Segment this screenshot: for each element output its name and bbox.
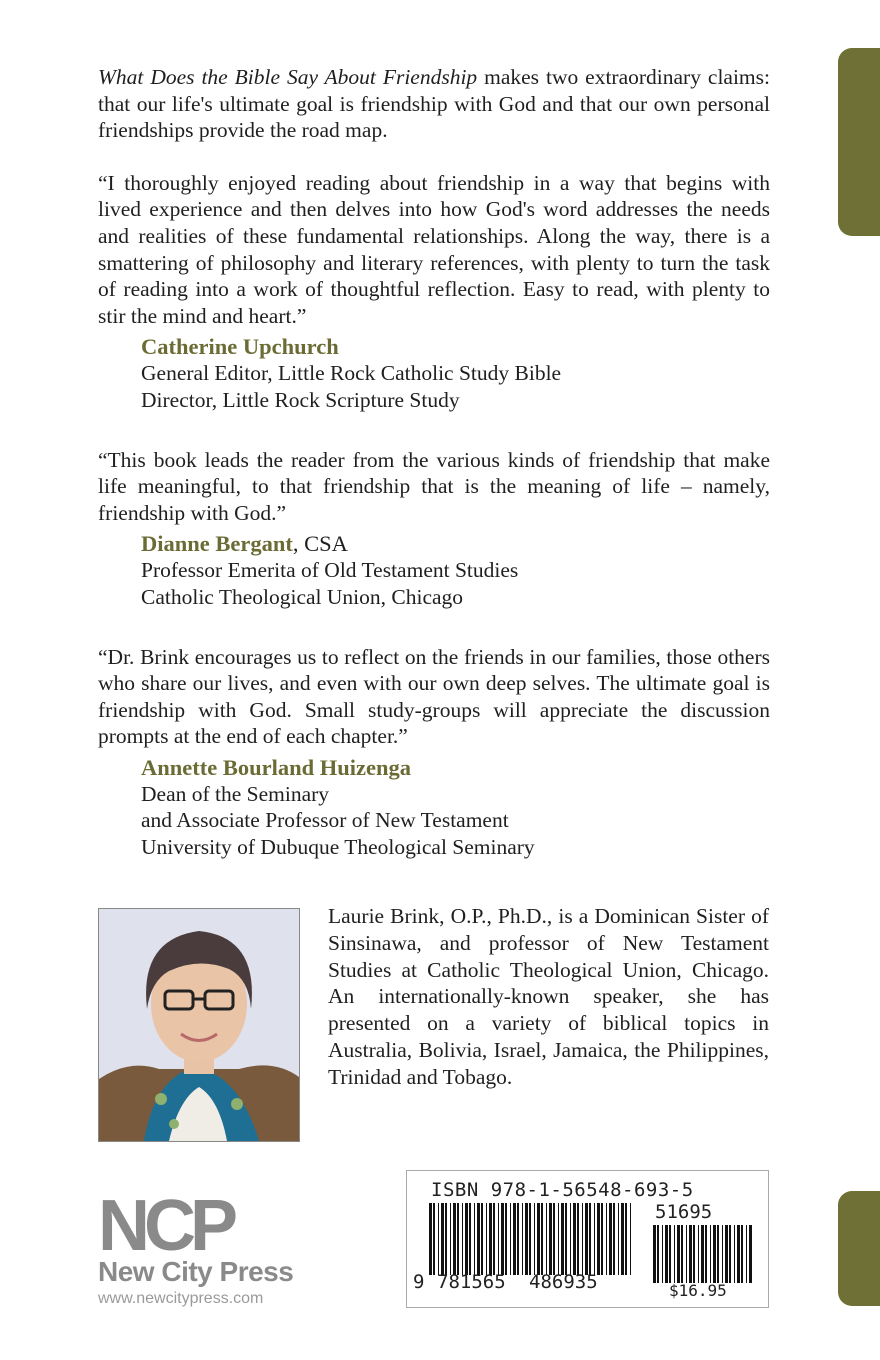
barcode-bar [674,1225,675,1283]
barcode-bar [621,1203,624,1275]
barcode-bar [493,1203,495,1275]
barcode-bar [594,1203,595,1275]
price: $16.95 [669,1281,727,1300]
barcode-bar [453,1203,456,1275]
barcode-bar [525,1203,528,1275]
barcode-bar [529,1203,531,1275]
logo-monogram: NCP [98,1190,233,1266]
barcode-bar [429,1203,432,1275]
barcode-bar [505,1203,507,1275]
barcode-bar [501,1203,504,1275]
barcode-bar [725,1225,728,1283]
barcode-bar [686,1225,687,1283]
barcode-bar [433,1203,435,1275]
barcode-bar [693,1225,695,1283]
endorser-role: General Editor, Little Rock Catholic Study Bible [141,361,562,386]
barcode-bar [561,1203,564,1275]
barcode-bar [701,1225,704,1283]
barcode-bar [549,1203,552,1275]
barcode-bar [689,1225,692,1283]
barcode-bar [546,1203,547,1275]
endorser-suffix: , CSA [292,531,348,557]
endorser-role: University of Dubuque Theological Seminary [141,835,535,860]
barcode-bar [717,1225,719,1283]
publisher-name: New City Press [98,1256,294,1287]
barcode-bar [630,1203,631,1275]
barcode-bar [489,1203,492,1275]
endorser-name: Dianne Bergant [141,531,293,557]
barcode-bar [669,1225,671,1283]
barcode-bar [517,1203,519,1275]
barcode-bar [474,1203,475,1275]
isbn-barcode [406,1170,769,1308]
barcode-bar [522,1203,523,1275]
barcode-bar [625,1203,627,1275]
barcode-bar [510,1203,511,1275]
barcode-bar [438,1203,439,1275]
endorser-block [141,754,770,861]
barcode-right-digits: 486935 [529,1271,598,1293]
barcode-bar [710,1225,711,1283]
cover-edge-tab-top [838,48,880,236]
barcode-bar [573,1203,576,1275]
publisher-url: www.newcitypress.com [98,1290,264,1307]
endorser-name: Catherine Upchurch [141,334,339,360]
barcode-bar [553,1203,555,1275]
barcode-bar [597,1203,600,1275]
book-title: What Does the Bible Say About Friendship [98,65,478,89]
barcode-first-digit: 9 [413,1271,425,1293]
barcode-bar [653,1225,656,1283]
barcode-bar [662,1225,663,1283]
barcode-bar [746,1225,747,1283]
barcode-bar [618,1203,619,1275]
barcode-bar [457,1203,459,1275]
barcode-bar [465,1203,468,1275]
endorser-block [141,530,770,610]
isbn-text: ISBN 978-1-56548-693-5 [431,1179,694,1201]
barcode-bar [513,1203,516,1275]
barcode-bar [498,1203,499,1275]
barcode-bar [677,1225,680,1283]
cover-edge-tab-bottom [838,1191,880,1306]
book-description [98,64,770,144]
barcode-bar [741,1225,743,1283]
endorser-name: Annette Bourland Huizenga [141,754,412,780]
endorser-role: Catholic Theological Union, Chicago [141,584,464,609]
barcode-bar [601,1203,603,1275]
barcode-bar [541,1203,543,1275]
barcode-bar [734,1225,735,1283]
barcode-bar [469,1203,471,1275]
barcode-bar [534,1203,535,1275]
back-cover-copy [98,64,770,894]
endorsement-quote: “Dr. Brink encourages us to reflect on the friends in our families, those others who share our lives, and even with our own deep selves. The ultimate goal is friendship with God. Small study-groups will appreciate the discussion prompts at the end of each chapter.” [98,644,770,749]
barcode-bar [537,1203,540,1275]
barcode-bar [450,1203,451,1275]
barcode-bar [657,1225,659,1283]
endorser-role: Dean of the Seminary [141,781,330,806]
barcode-bar [722,1225,723,1283]
endorsement-quote: “I thoroughly enjoyed reading about friendship in a way that begins with lived experience and then delves into how God's word addresses the needs and realities of these fundamental relationships. Along the way, there is a smattering of philosophy and literary references, with plenty to turn the task of reading into a work of thoughtful reflection. Easy to read, with plenty to stir the mind and heart.” [98,170,770,328]
endorser-role: Professor Emerita of Old Testament Studies [141,558,519,583]
barcode-bar [705,1225,707,1283]
barcode-bar [749,1225,752,1283]
endorser-role: Director, Little Rock Scripture Study [141,387,460,412]
barcode-bar [606,1203,607,1275]
author-photo [98,908,300,1142]
barcode-bar [585,1203,588,1275]
addon-number: 51695 [655,1201,713,1223]
barcode-bar [558,1203,559,1275]
barcode-bar [713,1225,716,1283]
barcode-bar [589,1203,591,1275]
barcode-bar [681,1225,683,1283]
endorser-role: and Associate Professor of New Testament [141,808,509,833]
barcode-bar [698,1225,699,1283]
barcode-bar [481,1203,483,1275]
barcode-bar [462,1203,463,1275]
barcode-bar [729,1225,731,1283]
barcode-bar [486,1203,487,1275]
barcode-bar [737,1225,740,1283]
barcode-bar [665,1225,668,1283]
barcode-bar [577,1203,579,1275]
endorsement-quote: “This book leads the reader from the various kinds of friendship that make life meaningful, to that friendship that is the meaning of life – namely, friendship with God.” [98,447,770,525]
barcode-bar [570,1203,571,1275]
author-bio: Laurie Brink, O.P., Ph.D., is a Dominican Sister of Sinsinawa, and professor of New Testament Studies at Catholic Theological Union, Chicago. An internationally-known speaker, she has presented on a variety of biblical topics in Australia, Bolivia, Israel, Jamaica, the Philippines, Trinidad and Tobago. [328,904,769,1089]
barcode-bar [565,1203,567,1275]
barcode-bar [441,1203,444,1275]
barcode-left-digits: 781565 [437,1271,506,1293]
barcode-bar [613,1203,615,1275]
barcode-bar [582,1203,583,1275]
barcode-bar [445,1203,447,1275]
endorser-block [141,333,770,413]
barcode-bar [477,1203,480,1275]
barcode-bar [609,1203,612,1275]
description-text: makes two extraordinary claims: that our life's ultimate goal is friendship with God and that our own personal friendships provide the road map. [98,65,771,143]
